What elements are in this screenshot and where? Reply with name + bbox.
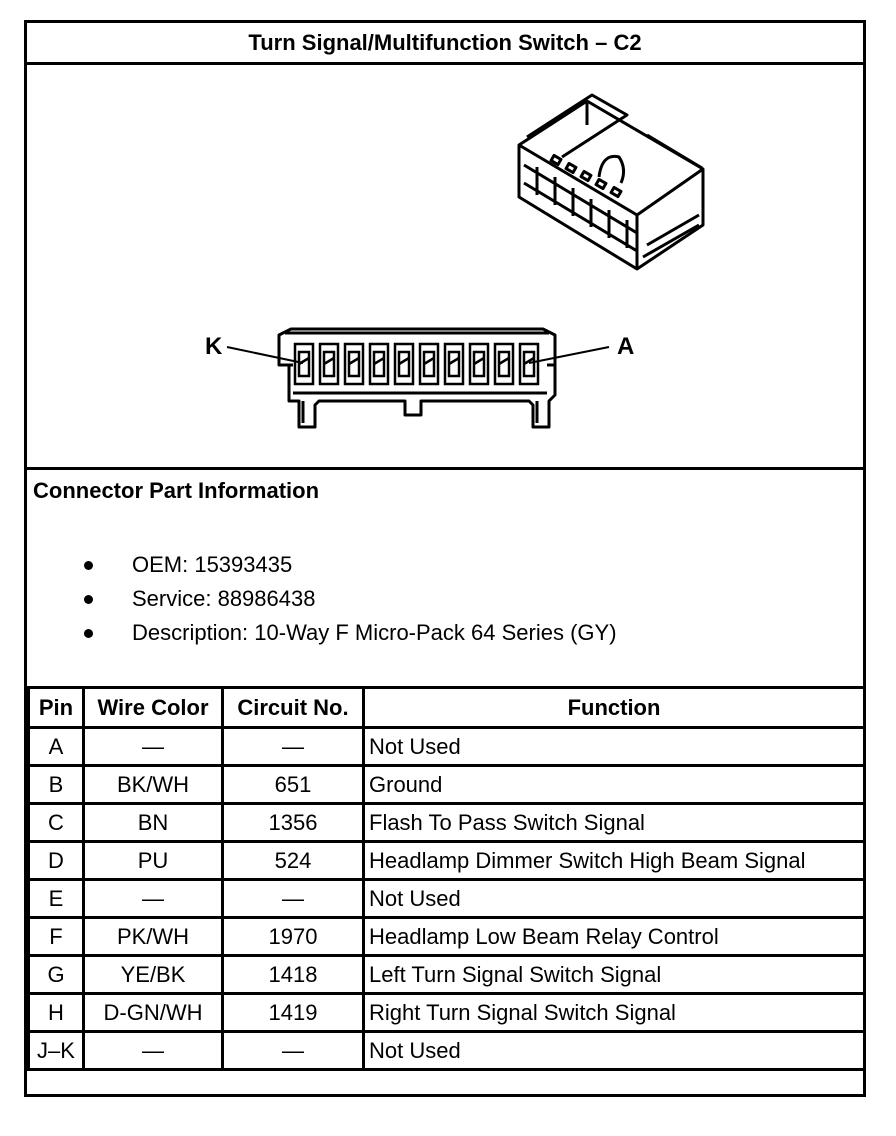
circuit-cell: 1419 <box>223 994 364 1032</box>
function-cell: Not Used <box>364 1032 865 1070</box>
table-row <box>29 1032 865 1070</box>
pin-table <box>27 686 866 1071</box>
wire-color-cell: — <box>84 880 223 918</box>
connector-drawing <box>27 65 863 467</box>
connector-info-heading: Connector Part Information <box>33 478 320 503</box>
connector-description: Description: 10-Way F Micro-Pack 64 Series (GY) <box>132 620 617 645</box>
wire-color-cell: D-GN/WH <box>84 994 223 1032</box>
table-row <box>29 994 865 1032</box>
circuit-cell: 1970 <box>223 918 364 956</box>
page-title: Turn Signal/Multifunction Switch – C2 <box>27 23 863 65</box>
circuit-cell: — <box>223 880 364 918</box>
wire-color-cell: PU <box>84 842 223 880</box>
function-cell: Right Turn Signal Switch Signal <box>364 994 865 1032</box>
circuit-cell: 1418 <box>223 956 364 994</box>
connector-info-list <box>84 548 617 650</box>
table-row <box>29 842 865 880</box>
circuit-cell: 1356 <box>223 804 364 842</box>
pin-cell: F <box>29 918 84 956</box>
connector-part-info <box>27 467 863 686</box>
function-cell: Not Used <box>364 880 865 918</box>
pin-cell: E <box>29 880 84 918</box>
wire-color-cell: BK/WH <box>84 766 223 804</box>
circuit-cell: 651 <box>223 766 364 804</box>
function-cell: Headlamp Dimmer Switch High Beam Signal <box>364 842 865 880</box>
connector-isometric-view <box>519 95 703 269</box>
function-cell: Not Used <box>364 728 865 766</box>
header-function: Function <box>364 688 865 728</box>
connector-figure <box>27 65 863 467</box>
table-row <box>29 766 865 804</box>
table-row <box>29 804 865 842</box>
function-cell: Headlamp Low Beam Relay Control <box>364 918 865 956</box>
oem-number: OEM: 15393435 <box>132 552 293 577</box>
connector-sheet <box>24 20 866 1097</box>
pin-cell: A <box>29 728 84 766</box>
table-row <box>29 880 865 918</box>
pin-cell: G <box>29 956 84 994</box>
list-item <box>84 548 617 582</box>
header-circuit: Circuit No. <box>223 688 364 728</box>
function-cell: Left Turn Signal Switch Signal <box>364 956 865 994</box>
pin-cell: B <box>29 766 84 804</box>
circuit-cell: — <box>223 728 364 766</box>
wire-color-cell: YE/BK <box>84 956 223 994</box>
wire-color-cell: — <box>84 1032 223 1070</box>
circuit-cell: — <box>223 1032 364 1070</box>
wire-color-cell: — <box>84 728 223 766</box>
list-item <box>84 582 617 616</box>
pin-cell: H <box>29 994 84 1032</box>
table-row <box>29 918 865 956</box>
bullet-icon <box>84 629 93 638</box>
pin-label-a: A <box>617 333 635 360</box>
header-pin: Pin <box>29 688 84 728</box>
table-row <box>29 728 865 766</box>
bullet-icon <box>84 561 93 570</box>
wire-color-cell: PK/WH <box>84 918 223 956</box>
pin-cell: J–K <box>29 1032 84 1070</box>
pin-cell: D <box>29 842 84 880</box>
bullet-icon <box>84 595 93 604</box>
service-number: Service: 88986438 <box>132 586 316 611</box>
table-header-row <box>29 688 865 728</box>
circuit-cell: 524 <box>223 842 364 880</box>
header-wire-color: Wire Color <box>84 688 223 728</box>
pin-label-k: K <box>205 333 223 360</box>
pin-cell: C <box>29 804 84 842</box>
function-cell: Flash To Pass Switch Signal <box>364 804 865 842</box>
function-cell: Ground <box>364 766 865 804</box>
wire-color-cell: BN <box>84 804 223 842</box>
table-row <box>29 956 865 994</box>
list-item <box>84 616 617 650</box>
